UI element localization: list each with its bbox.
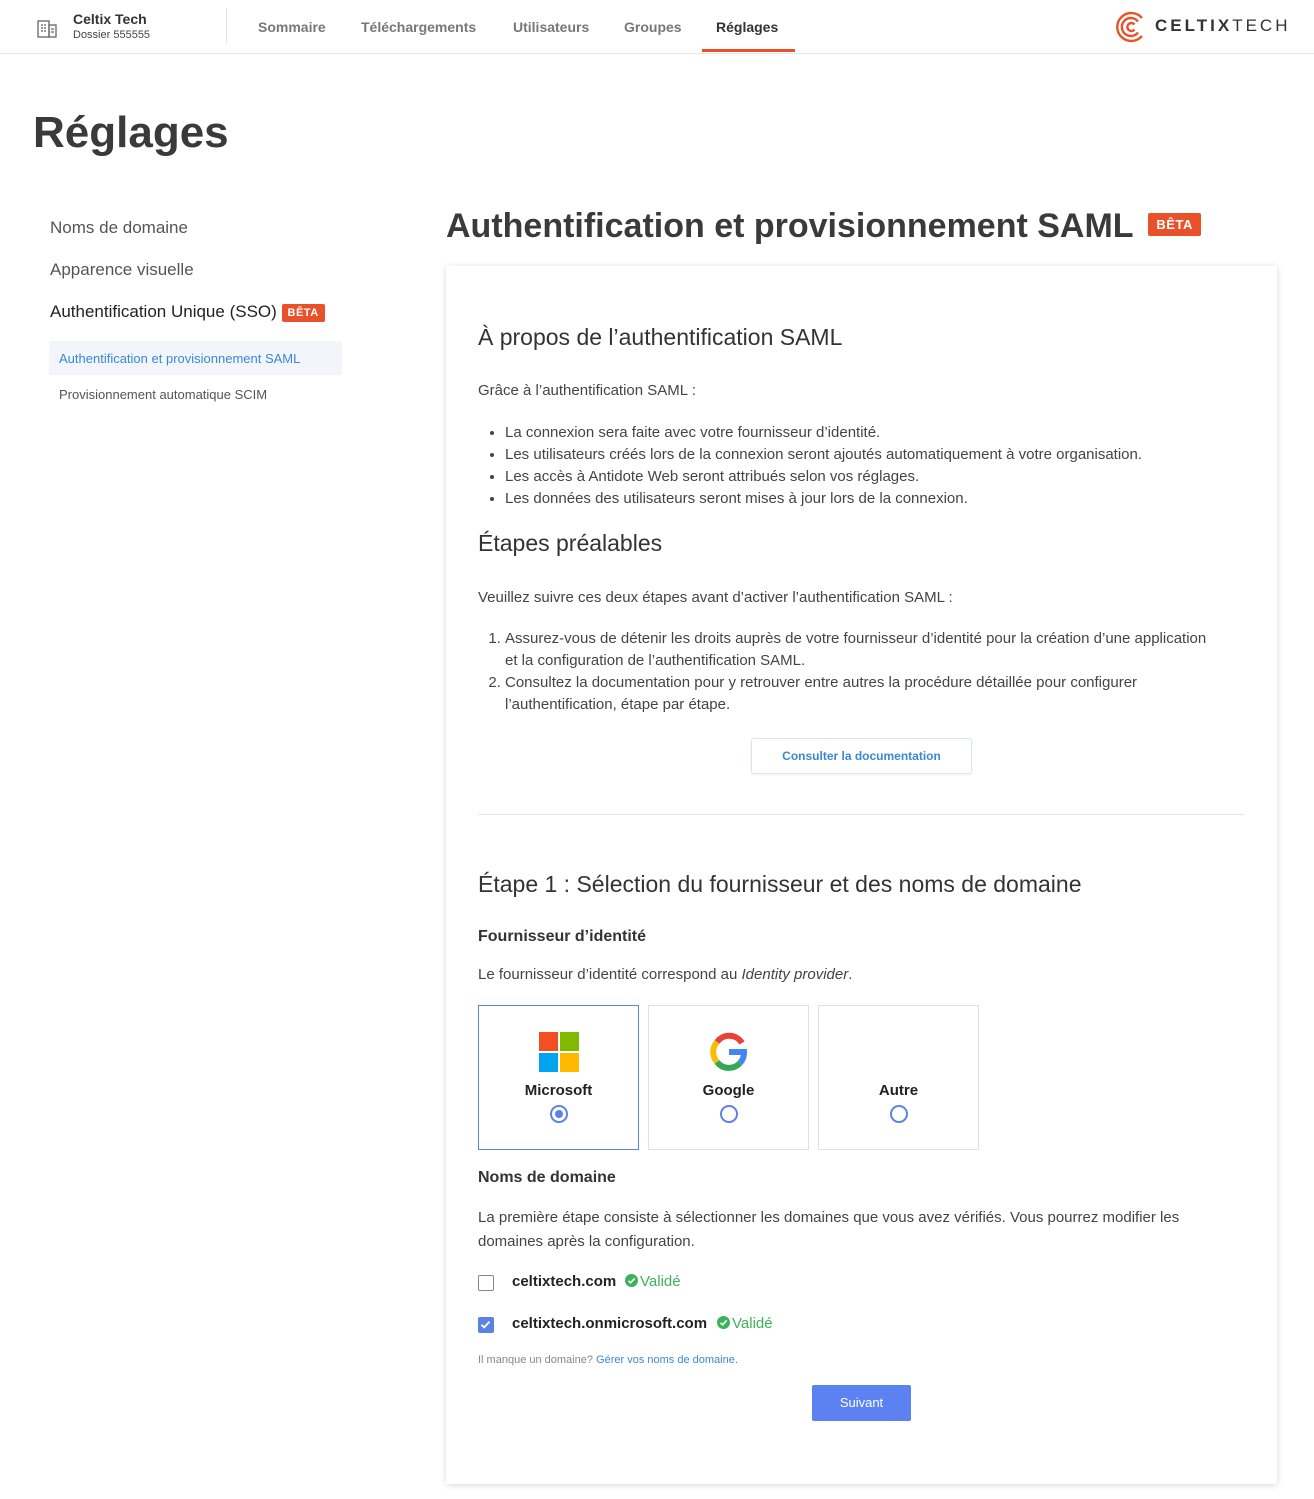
provider-radio[interactable] <box>890 1105 908 1123</box>
documentation-button[interactable]: Consulter la documentation <box>751 738 972 774</box>
sidebar-item-visual-appearance[interactable]: Apparence visuelle <box>50 260 194 279</box>
google-icon <box>709 1032 749 1072</box>
sidebar-item-label: Authentification Unique (SSO) <box>50 302 277 321</box>
manage-domains-link[interactable]: Gérer vos noms de domaine. <box>596 1354 738 1366</box>
check-circle-icon <box>625 1274 638 1287</box>
tab-reglages[interactable]: Réglages <box>716 19 779 35</box>
domain-name: celtixtech.com <box>512 1273 617 1290</box>
beta-badge: BÊTA <box>282 304 325 322</box>
sidebar-item-sso[interactable] <box>50 302 325 322</box>
microsoft-icon <box>539 1032 579 1072</box>
provider-label: Fournisseur d’identité <box>478 928 647 945</box>
sidebar-subitem-saml[interactable]: Authentification et provisionnement SAML <box>49 341 342 375</box>
divider <box>478 814 1245 815</box>
missing-domain-note: Il manque un domaine? Gérer vos noms de domaine. <box>478 1354 738 1366</box>
divider <box>226 8 227 44</box>
list-item: 2. Consultez la documentation pour y retrouver entre autres la procédure détaillée pour configurer l’authentification, étape par étape. <box>505 672 1215 716</box>
org-dossier: Dossier 555555 <box>73 29 151 41</box>
provider-name: Google <box>702 1082 755 1099</box>
provider-radio[interactable] <box>550 1105 568 1123</box>
prereq-intro: Veuillez suivre ces deux étapes avant d’activer l’authentification SAML : <box>478 589 953 606</box>
page-title: Réglages <box>33 108 229 157</box>
about-title: À propos de l’authentification SAML <box>478 324 843 350</box>
domain-name: celtixtech.onmicrosoft.com <box>512 1315 708 1332</box>
provider-option-google[interactable] <box>648 1005 809 1150</box>
domains-label: Noms de domaine <box>478 1169 616 1186</box>
celtixtech-logo-icon <box>1114 9 1150 45</box>
brand-text: CELTIXTECH <box>1155 16 1291 35</box>
check-circle-icon <box>717 1316 730 1329</box>
prereq-steps <box>505 628 1215 716</box>
domain-checkbox[interactable] <box>478 1317 494 1333</box>
prereq-title: Étapes préalables <box>478 530 663 556</box>
list-item: • Les données des utilisateurs seront mises à jour lors de la connexion. <box>505 488 1142 510</box>
tab-telechargements[interactable]: Téléchargements <box>361 19 477 35</box>
list-item: • Les accès à Antidote Web seront attribués selon vos réglages. <box>505 466 1142 488</box>
list-item: 1. Assurez-vous de détenir les droits auprès de votre fournisseur d’identité pour la création d’une application et la configuration de l’authentification SAML. <box>505 628 1215 672</box>
domain-checkbox[interactable] <box>478 1275 494 1291</box>
sidebar-subitem-scim[interactable]: Provisionnement automatique SCIM <box>59 387 268 402</box>
about-bullets <box>505 422 1142 510</box>
next-button[interactable]: Suivant <box>812 1385 911 1421</box>
sidebar-item-domain-names[interactable]: Noms de domaine <box>50 218 188 237</box>
provider-description: Le fournisseur d’identité correspond au Identity provider. <box>478 966 853 983</box>
tab-groupes[interactable]: Groupes <box>624 19 682 35</box>
about-intro: Grâce à l’authentification SAML : <box>478 382 696 399</box>
provider-radio[interactable] <box>720 1105 738 1123</box>
saml-card <box>446 266 1277 1484</box>
building-icon <box>35 15 59 39</box>
section-title-text: Authentification et provisionnement SAML <box>446 207 1133 245</box>
provider-option-microsoft[interactable] <box>478 1005 639 1150</box>
section-title <box>446 207 1201 246</box>
status-badge: Validé <box>625 1273 681 1290</box>
beta-badge: BÊTA <box>1148 213 1200 236</box>
provider-name: Autre <box>878 1082 919 1099</box>
status-badge: Validé <box>717 1315 773 1332</box>
tab-utilisateurs[interactable]: Utilisateurs <box>513 19 590 35</box>
check-icon <box>479 1318 492 1331</box>
top-bar <box>0 0 1314 54</box>
org-name: Celtix Tech <box>73 11 147 27</box>
provider-name: Microsoft <box>524 1082 593 1099</box>
active-tab-indicator <box>702 49 795 52</box>
domains-description: La première étape consiste à sélectionner les domaines que vous avez vérifiés. Vous pourrez modifier les domaines après la configuration. <box>478 1209 1180 1250</box>
tab-sommaire[interactable]: Sommaire <box>258 19 326 35</box>
list-item: • La connexion sera faite avec votre fournisseur d’identité. <box>505 422 1142 444</box>
step1-title: Étape 1 : Sélection du fournisseur et des noms de domaine <box>478 871 1082 897</box>
provider-option-autre[interactable] <box>818 1005 979 1150</box>
list-item: • Les utilisateurs créés lors de la connexion seront ajoutés automatiquement à votre organisation. <box>505 444 1142 466</box>
